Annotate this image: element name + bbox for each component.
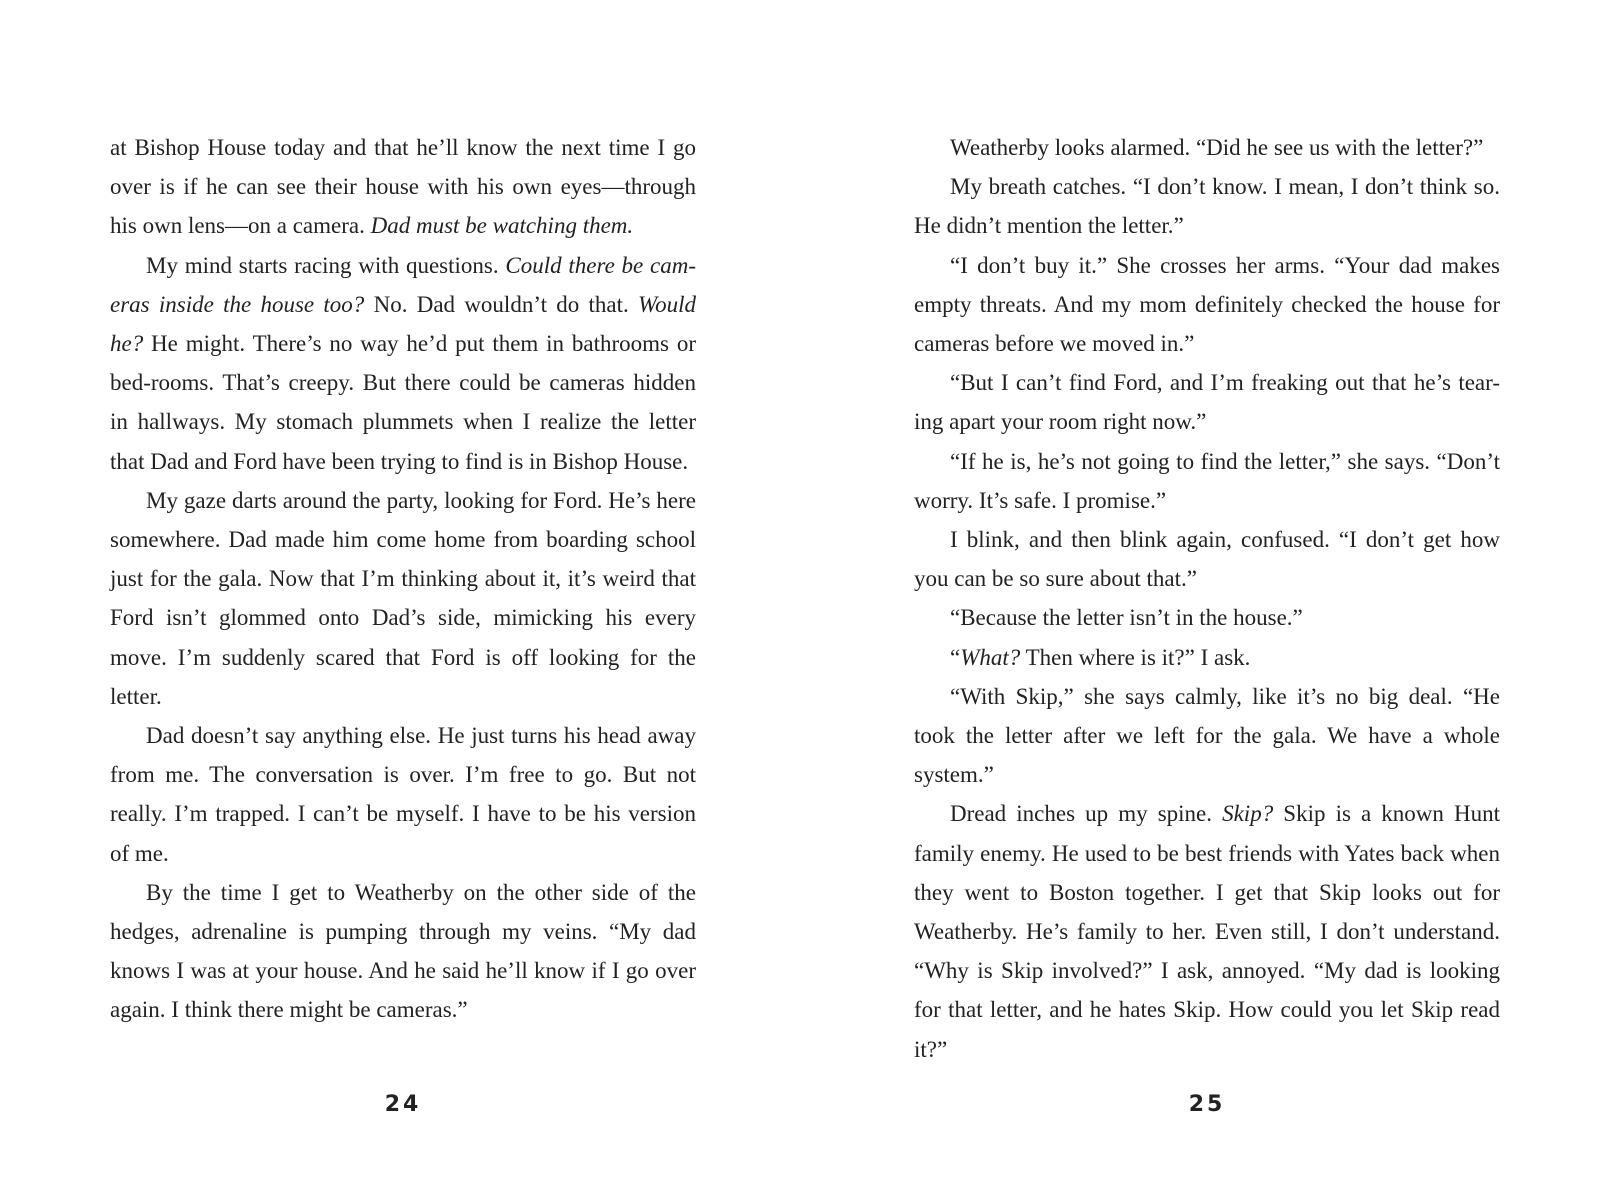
paragraph: “But I can’t find Ford, and I’m freaking out that he’s tear-ing apart your room right now.” [914,370,1500,435]
page-number-right: 25 [1188,1092,1226,1117]
italic-text: Skip? [1222,801,1274,827]
italic-text: Could there be cam-eras inside the house too? [110,252,696,317]
paragraph: Dad doesn’t say anything else. He just turns his head away from me. The conversation is over. I’m free to go. But not really. I’m trapped. I can’t be myself. I have to be his version of me. [110,723,696,866]
paragraph: “If he is, he’s not going to find the letter,” she says. “Don’t worry. It’s safe. I promise.” [914,448,1500,513]
paragraph: Weatherby looks alarmed. “Did he see us with the letter?” [950,135,1484,160]
italic-text: Dad must be watching them. [370,213,634,239]
paragraph: My gaze darts around the party, looking for Ford. He’s here somewhere. Dad made him come home from boarding school just for the gala. Now that I’m thinking about it, it’s weird that Ford isn’t glommed onto Dad’s side, mimicking his every move. I’m suddenly scared that Ford is off looking for the letter. [110,487,696,709]
paragraph: My mind starts racing with questions. Could there be cam-eras inside the house too? No. Dad wouldn’t do that. Would he? He might. There’s no way he’d put them in bathrooms or bed-rooms. That’s creepy. But there could be cameras hidden in hallways. My stomach plummets when I realize the letter that Dad and Ford have been trying to find is in Bishop House. [110,252,696,474]
paragraph: I blink, and then blink again, confused. “I don’t get how you can be so sure about that.” [914,527,1500,592]
right-page-body [914,128,1500,1069]
paragraph: By the time I get to Weatherby on the other side of the hedges, adrenaline is pumping through my veins. “My dad knows I was at your house. And he said he’ll know if I go over again. I think there might be cameras.” [110,879,696,1023]
paragraph: “With Skip,” she says calmly, like it’s no big deal. “He took the letter after we left for the gala. We have a whole system.” [914,683,1500,788]
page-number-left: 24 [384,1092,422,1117]
paragraph: “Because the letter isn’t in the house.” [950,605,1303,631]
paragraph: “I don’t buy it.” She crosses her arms. “Your dad makes empty threats. And my mom definitely checked the house for cameras before we moved in.” [914,252,1500,357]
paragraph: “What? Then where is it?” I ask. [950,644,1251,670]
paragraph: Dread inches up my spine. Skip? Skip is a known Hunt family enemy. He used to be best friends with Yates back when they went to Boston together. I get that Skip looks out for Weatherby. He’s family to her. Even still, I don’t understand. “Why is Skip involved?” I ask, annoyed. “My dad is looking for that letter, and he hates Skip. How could you let Skip read it?” [914,801,1500,1062]
italic-text: What? [960,644,1021,670]
italic-text: Would he? [110,291,696,357]
paragraph: My breath catches. “I don’t know. I mean, I don’t think so. He didn’t mention the letter.” [914,174,1500,239]
left-page-body [110,128,696,1030]
paragraph: at Bishop House today and that he’ll know the next time I go over is if he can see their house with his own eyes—through his own lens—on a camera. Dad must be watching them. [110,135,696,239]
